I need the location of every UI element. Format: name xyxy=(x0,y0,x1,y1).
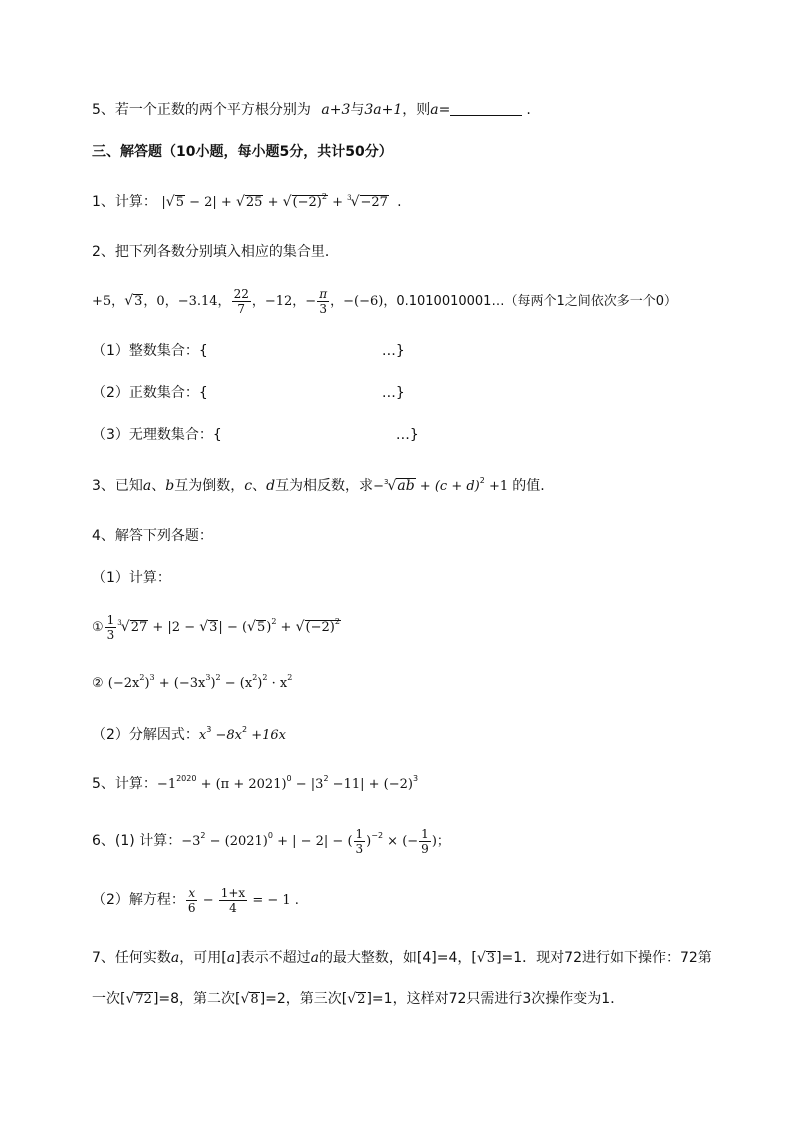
term: −3 xyxy=(181,834,201,849)
q7-text: ]=1．现对72进行如下操作：72第 xyxy=(496,950,712,966)
operator: − xyxy=(198,893,218,908)
question-2-title: 2、把下列各数分别填入相应的集合里． xyxy=(92,244,339,260)
denominator: 4 xyxy=(229,900,237,915)
question-6-part-1 xyxy=(92,826,450,857)
numerator: 1 xyxy=(106,613,115,627)
denominator: 9 xyxy=(421,841,429,856)
number-item: −12 xyxy=(264,294,293,309)
exponent: 2 xyxy=(287,673,293,682)
fraction xyxy=(419,827,431,856)
number-item: −3.14 xyxy=(177,294,218,309)
set-label: （1）整数集合：{ xyxy=(92,343,208,359)
radicand: 3 xyxy=(209,620,218,635)
exponent: 2 xyxy=(271,617,277,626)
term: ) xyxy=(144,676,150,691)
exponent: 0 xyxy=(286,774,292,783)
exponent: 2 xyxy=(479,476,485,485)
var-d: d xyxy=(266,478,276,494)
root-index: 3 xyxy=(117,619,122,627)
q5-prefix: 5、计算： xyxy=(92,776,157,792)
q7-text: ]=1，这样对72只需进行3次操作变为1． xyxy=(366,991,625,1007)
numerator: 22 xyxy=(233,287,249,301)
sqrt-icon: √ xyxy=(199,619,209,635)
operator: − xyxy=(373,479,384,494)
q4-sub2-label: （2）分解因式： xyxy=(92,727,199,743)
operator: + xyxy=(263,195,283,210)
exponent: 2 xyxy=(215,673,221,682)
numerator: x xyxy=(188,885,196,900)
sqrt-icon: √ xyxy=(165,194,175,210)
question-6-part-2 xyxy=(92,885,299,916)
var-a: a xyxy=(310,950,319,966)
radicand: (−2) xyxy=(305,620,335,635)
denominator: 3 xyxy=(106,628,115,642)
radicand: ab xyxy=(397,478,415,494)
sqrt-icon: √ xyxy=(247,619,256,635)
q7-text: 一次[ xyxy=(92,991,126,1007)
operator: + xyxy=(276,620,296,635)
q3-sep: 、 xyxy=(252,478,267,494)
q1-end: . xyxy=(397,194,402,210)
fraction xyxy=(232,287,251,316)
set-positive xyxy=(92,383,405,403)
radicand: 3 xyxy=(486,951,496,966)
number-item: 3 xyxy=(134,294,143,309)
q7-text: 的最大整数，如[4]=4，[ xyxy=(318,950,477,966)
exponent: −2 xyxy=(371,831,384,840)
term: − |3 xyxy=(291,777,324,792)
sqrt-icon: √ xyxy=(240,991,250,1007)
radicand: 8 xyxy=(250,992,259,1007)
q7-text: ，可用[ xyxy=(179,950,227,966)
term: ) xyxy=(366,834,372,849)
radicand: 5 xyxy=(175,195,184,210)
q3-text: 互为倒数， xyxy=(174,478,245,494)
q1-prefix: 1、计算： xyxy=(92,194,157,210)
term: +16x xyxy=(247,728,286,743)
q3-sep: 、 xyxy=(151,478,166,494)
var-c: c xyxy=(244,478,253,494)
radicand: 25 xyxy=(245,195,263,210)
q5-end: . xyxy=(526,102,531,118)
exponent: 2 xyxy=(262,673,268,682)
var-a: a xyxy=(226,950,236,966)
sqrt-icon: √ xyxy=(295,619,305,635)
radicand: (−2) xyxy=(292,195,322,210)
q6-label: （2）解方程： xyxy=(92,892,185,908)
var-a: a xyxy=(142,478,152,494)
term: − (x xyxy=(220,676,253,691)
abs-open: |2 − xyxy=(167,620,200,635)
radicand: 72 xyxy=(135,992,152,1007)
exponent: 2 xyxy=(200,831,206,840)
q5-and: 与 xyxy=(350,102,365,118)
term: × (− xyxy=(383,834,419,849)
denominator: 3 xyxy=(319,302,327,316)
fraction xyxy=(354,827,366,856)
q4-sub2 xyxy=(92,725,286,746)
number-item: 0 xyxy=(156,294,165,309)
operator: + xyxy=(327,195,348,210)
q7-text: ]表示不超过 xyxy=(235,950,311,966)
denominator: 6 xyxy=(187,900,196,915)
term: − 2 xyxy=(184,195,213,210)
question-7-line-2 xyxy=(92,989,624,1009)
q4-item-1 xyxy=(92,612,341,643)
answer-blank[interactable] xyxy=(450,103,522,116)
q6-label: 6、(1) 计算： xyxy=(92,833,182,849)
fraction xyxy=(317,287,329,316)
item-mark: ① xyxy=(92,620,104,635)
number-item: +5 xyxy=(92,294,112,309)
q5-expr-2: 3a+1 xyxy=(364,102,403,118)
question-7-line-1 xyxy=(92,948,712,968)
numerator: π xyxy=(319,287,328,301)
q5-var: a xyxy=(430,102,439,118)
fraction xyxy=(219,886,247,915)
abs-bar: | xyxy=(218,620,223,635)
term: x xyxy=(198,728,207,743)
var-a: a xyxy=(170,950,180,966)
set-end: …} xyxy=(395,427,419,443)
q5-then: ，则 xyxy=(402,102,431,118)
radicand-group xyxy=(305,617,341,635)
set-irrational xyxy=(92,425,419,445)
term: ) xyxy=(210,676,216,691)
operator: − ( xyxy=(222,620,248,635)
term: (−2x xyxy=(107,676,140,691)
denominator: 3 xyxy=(355,841,364,856)
var-b: b xyxy=(165,478,175,494)
fraction xyxy=(105,613,117,642)
denominator: 7 xyxy=(237,302,246,316)
root-index: 3 xyxy=(383,478,389,486)
item-mark: ② xyxy=(92,676,104,691)
q5-expr-1: a+3 xyxy=(321,102,351,118)
exponent: 2 xyxy=(139,673,145,682)
exponent: 2 xyxy=(242,725,248,734)
q4-sub1-label: （1）计算： xyxy=(92,570,171,586)
set-integer xyxy=(92,341,405,361)
radicand: −27 xyxy=(360,195,388,210)
number-item: 0.1010010001…（每两个1之间依次多一个0） xyxy=(396,294,677,309)
q5-fill-prefix: 5、若一个正数的两个平方根分别为 xyxy=(92,102,311,118)
q3-expr: + (c + d) xyxy=(415,479,480,494)
paren: ) xyxy=(266,620,272,635)
radicand: 5 xyxy=(256,620,266,635)
q2-number-list: +5，√3，0，−3.14， $\frac{22}{7}$ ，−12，− $\frac{\pi}{3}$ ，−(−6)，0.1010010001…（每两个1之间依次多一个0） xyxy=(92,287,677,316)
q7-text: 7、任何实数 xyxy=(92,950,171,966)
term: − (2021) xyxy=(205,834,268,849)
exponent: 3 xyxy=(412,774,419,783)
exponent: 3 xyxy=(205,673,211,682)
operator: + xyxy=(148,620,168,635)
fill-question-5 xyxy=(92,100,531,120)
exponent: 2 xyxy=(252,673,258,682)
exponent: 2 xyxy=(321,192,327,201)
q1-expression xyxy=(161,192,393,210)
question-1 xyxy=(92,192,402,213)
number-item: −(−6) xyxy=(343,294,384,309)
sqrt-icon: √ xyxy=(347,991,357,1007)
q5-eq: = xyxy=(438,102,451,118)
q3-expr: +1 xyxy=(484,479,513,494)
root-index: 3 xyxy=(347,194,352,202)
sqrt-icon: √ xyxy=(124,293,134,309)
exponent: 3 xyxy=(206,725,212,734)
term: + | − 2| − ( xyxy=(272,834,353,849)
cube-root-icon: √ xyxy=(350,194,360,210)
question-5 xyxy=(92,774,418,795)
term: + (−3x xyxy=(154,676,206,691)
term: −8x xyxy=(211,728,242,743)
set-label: （2）正数集合：{ xyxy=(92,385,208,401)
q4-item-2 xyxy=(92,674,292,694)
set-end: …} xyxy=(381,343,405,359)
sqrt-icon: √ xyxy=(235,194,245,210)
radicand-group xyxy=(292,192,328,210)
radicand: 27 xyxy=(130,620,148,635)
numerator: 1+x xyxy=(220,885,246,900)
sqrt-icon: √ xyxy=(282,194,292,210)
term: −11| + (−2) xyxy=(328,777,413,792)
exponent: 0 xyxy=(267,831,273,840)
set-end: …} xyxy=(381,385,405,401)
abs-bar: | xyxy=(161,195,166,210)
sqrt-icon: √ xyxy=(125,991,135,1007)
term: = − 1 . xyxy=(248,893,299,908)
q3-text: 互为相反数，求 xyxy=(275,478,374,494)
cube-root-icon: √ xyxy=(387,478,397,494)
q7-text: ]=2，第三次[ xyxy=(259,991,348,1007)
exponent: 2 xyxy=(323,774,329,783)
exponent: 3 xyxy=(149,673,155,682)
fraction xyxy=(186,886,198,915)
q3-text: 3、已知 xyxy=(92,478,143,494)
term: · x xyxy=(267,676,288,691)
term: )； xyxy=(431,834,450,849)
sqrt-icon: √ xyxy=(476,950,486,966)
set-label: （3）无理数集合：{ xyxy=(92,427,222,443)
exponent: 2020 xyxy=(176,774,197,783)
section-title: 三、解答题（10小题，每小题5分，共计50分） xyxy=(92,144,393,160)
q7-text: ]=8，第二次[ xyxy=(152,991,241,1007)
abs-bar: | xyxy=(212,195,217,210)
radicand: 2 xyxy=(357,992,366,1007)
exponent: 2 xyxy=(334,617,340,626)
question-4-title: 4、解答下列各题： xyxy=(92,528,213,544)
q3-text: 的值. xyxy=(512,478,545,494)
cube-root-icon: √ xyxy=(120,619,130,635)
term: ) xyxy=(257,676,263,691)
term: + (π + 2021) xyxy=(196,777,287,792)
question-3 xyxy=(92,476,545,497)
term: −1 xyxy=(156,777,177,792)
operator: + xyxy=(216,195,236,210)
numerator: 1 xyxy=(421,826,429,841)
numerator: 1 xyxy=(355,826,364,841)
